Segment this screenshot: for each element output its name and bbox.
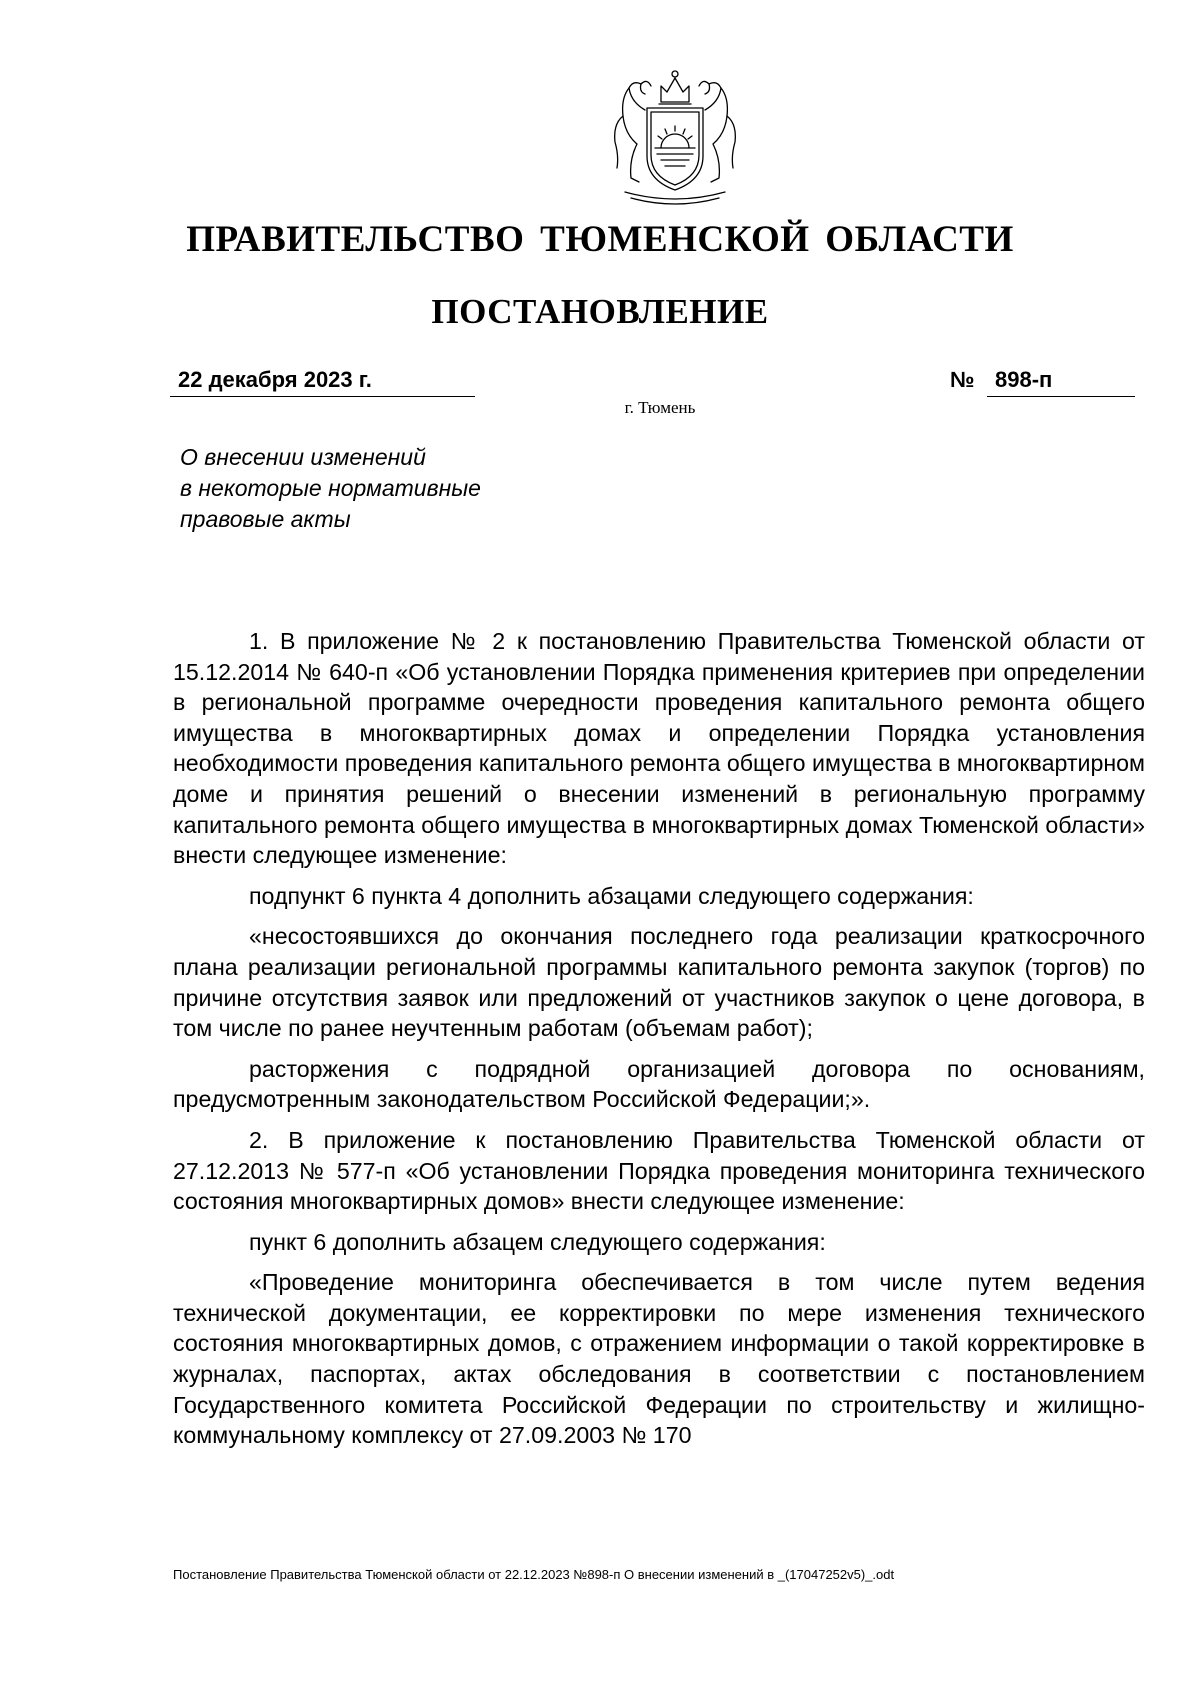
document-subject bbox=[180, 442, 680, 535]
subject-line: О внесении изменений bbox=[180, 444, 426, 470]
document-number-field bbox=[950, 367, 1135, 397]
coat-of-arms-emblem bbox=[595, 64, 755, 214]
document-body bbox=[173, 626, 1145, 1461]
document-footer: Постановление Правительства Тюменской области от 22.12.2023 №898-п О внесении изменений в _(17047252v5)_.odt bbox=[173, 1567, 895, 1582]
body-paragraph: расторжения с подрядной организацией договора по основаниям, предусмотренным законодательством Российской Федерации;». bbox=[173, 1055, 1145, 1113]
body-paragraph: «Проведение мониторинга обеспечивается в том числе путем ведения технической документации, ее корректировки по мере изменения технического состояния многоквартирных домов, с отражением информации о такой корректировке в журналах, паспортах, актах обследования в соответствии с постановлением Государственного комитета Российской Федерации по строительству и жилищно-коммунальному комплексу от 27.09.2003 № 170 bbox=[173, 1269, 1145, 1449]
document-number: 898-п bbox=[987, 367, 1135, 397]
document-type: ПОСТАНОВЛЕНИЕ bbox=[431, 292, 769, 331]
body-paragraph: подпункт 6 пункта 4 дополнить абзацами следующего содержания: bbox=[249, 882, 974, 909]
body-paragraph: 1. В приложение № 2 к постановлению Правительства Тюменской области от 15.12.2014 № 640-п «Об установлении Порядка применения критериев при определении в региональной программе очередности проведения капитального ремонта общего имущества в многоквартирных домах и определении Порядка установления необходимости проведения капитального ремонта общего имущества в многоквартирном доме и принятия решений о внесении изменений в региональную программу капитального ремонта общего имущества в многоквартирных домах Тюменской области» внести следующее изменение: bbox=[173, 628, 1145, 869]
body-paragraph: 2. В приложение к постановлению Правительства Тюменской области от 27.12.2013 № 577-п «Об установлении Порядка проведения мониторинга технического состояния многоквартирных домов» внести следующее изменение: bbox=[173, 1126, 1145, 1215]
body-paragraph: «несостоявшихся до окончания последнего года реализации краткосрочного плана реализации региональной программы капитального ремонта закупок (торгов) по причине отсутствия заявок или предложений от участников закупок о цене договора, в том числе по ранее неучтенным работам (объемам работ); bbox=[173, 923, 1145, 1042]
government-title: ПРАВИТЕЛЬСТВО ТЮМЕНСКОЙ ОБЛАСТИ bbox=[186, 219, 1014, 260]
document-city: г. Тюмень bbox=[624, 398, 696, 417]
body-paragraph: пункт 6 дополнить абзацем следующего содержания: bbox=[249, 1228, 826, 1255]
number-sign: № bbox=[950, 367, 975, 392]
subject-line: в некоторые нормативные bbox=[180, 475, 481, 501]
subject-line: правовые акты bbox=[180, 506, 351, 532]
document-date: 22 декабря 2023 г. bbox=[170, 367, 475, 397]
